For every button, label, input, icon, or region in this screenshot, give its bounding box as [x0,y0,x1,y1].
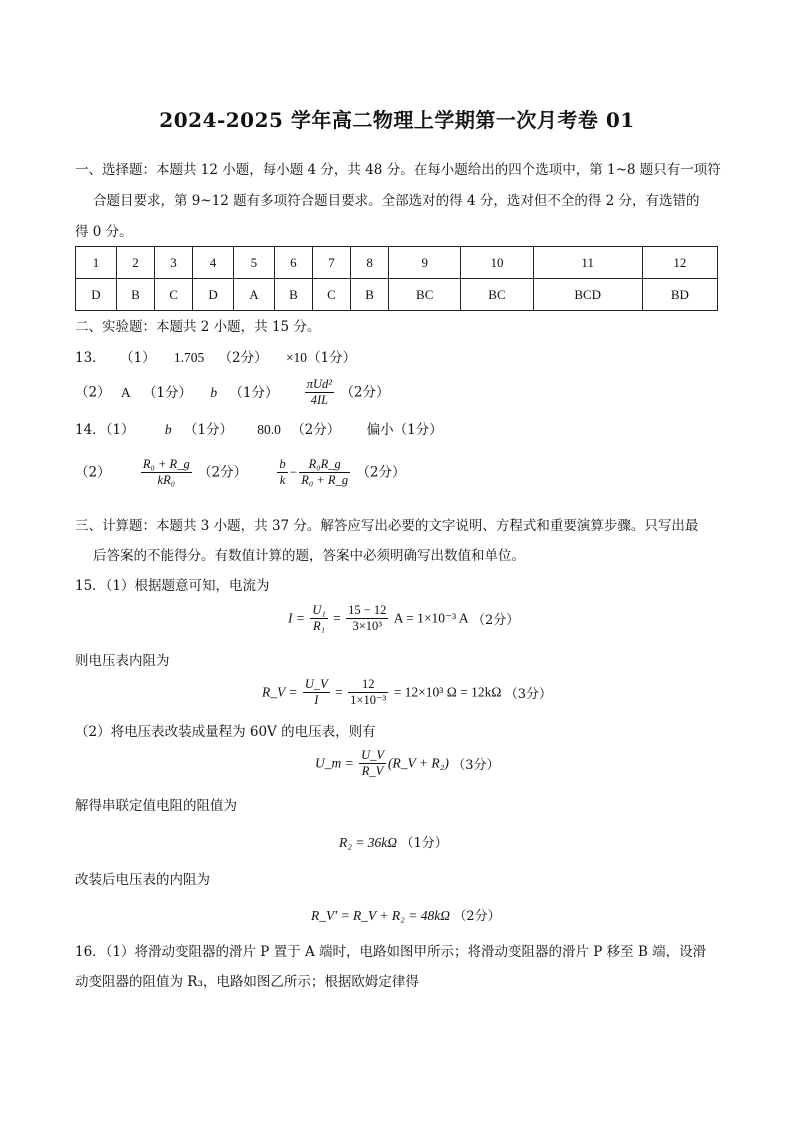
eq-fraction [303,677,330,708]
q16-line1: 16．（1）将滑动变阻器的滑片 P 置于 A 端时，电路如图甲所示；将滑动变阻器的滑片 P 移至 B 端，设滑 [75,944,707,960]
eq-expression: R₂ = 36kΩ [339,835,398,850]
eq-fraction [346,603,388,634]
q13-p2-fraction [305,377,334,408]
section3-line1: 三、计算题：本题共 3 小题，共 37 分。解答应写出必要的文字说明、方程式和重要演算步骤。只写出最 [75,518,699,534]
eq-score: （3分） [504,687,553,702]
q13-p2-score-c: （2分） [340,384,390,401]
fraction-denominator: R₁ [313,619,326,633]
q14-p1-answer-b: 80.0 [257,422,281,437]
section3-line2: 后答案的不能得分。有数值计算的题，答案中必须明确写出数值和单位。 [93,548,525,564]
q14-number: 14． [75,422,106,438]
q14-p2-fraction-lead [277,457,287,488]
table-cell: D [193,279,234,311]
table-cell: C [154,279,192,311]
fraction-denominator: 1×10⁻³ [350,693,387,707]
fraction-numerator: R₀ + R_g [142,457,190,471]
table-cell: B [351,279,389,311]
table-cell: 2 [116,247,154,279]
fraction-numerator: U₁ [312,603,326,617]
q13-p2-label: （2） [75,384,111,401]
eq-rhs: A = 1×10⁻³ A [393,610,469,626]
q13-p1-score-a: （2分） [218,350,268,366]
fraction-numerator: U_V [304,677,328,691]
table-cell: 9 [389,247,461,279]
q13-p1-answer-a: 1.705 [173,350,205,365]
eq-expression: R_V′ = R_V + R₂ = 48kΩ [311,908,450,923]
q14-p2-score-a: （2分） [198,464,248,481]
q15-equation-4 [339,832,448,851]
eq-equals: = [333,610,341,626]
fraction-numerator: 12 [348,677,388,693]
table-cell: BD [642,279,717,311]
q14-p2-label: （2） [75,464,111,481]
q15-text-5: 改装后电压表的内阻为 [75,872,210,888]
q14-p2-fraction-b [299,457,350,488]
table-cell: BC [461,279,533,311]
table-cell: D [76,279,117,311]
page-title: 2024-2025 学年高二物理上学期第一次月考卷 01 [159,108,635,132]
table-cell: 12 [642,247,717,279]
q16-line2: 动变阻器的阻值为 R₃，电路如图乙所示；根据欧姆定律得 [75,974,419,990]
q13-part1 [75,349,356,367]
fraction-numerator: b [279,457,286,471]
minus-sign: − [289,464,298,480]
answer-table [75,246,718,311]
q13-part2 [75,377,389,408]
eq-score: （1分） [400,836,448,851]
q13-p2-answer-a: A [120,384,131,400]
q15-intro: 15．（1）根据题意可知，电流为 [75,578,270,594]
eq-score: （3分） [452,758,500,773]
table-cell: 1 [76,247,117,279]
q13-p1-answer-b: ×10 [285,350,308,365]
q13-p2-score-a: （1分） [142,384,193,401]
table-cell: BCD [533,279,642,311]
fraction-numerator: 15 − 12 [348,603,387,617]
q15-equation-1 [288,603,519,634]
q15-text-4: 解得串联定值电阻的阻值为 [75,798,237,814]
q14-p1-score-b: （2分） [291,422,341,438]
eq-fraction [348,677,388,708]
table-cell: BC [389,279,461,311]
table-cell: 11 [533,247,642,279]
section2-heading: 二、实验题：本题共 2 小题，共 15 分。 [75,319,321,335]
fraction-denominator: R_V [361,764,384,778]
table-cell: 3 [154,247,192,279]
eq-fraction [359,748,386,779]
answer-table-answer-row [76,279,718,311]
table-cell: C [312,279,350,311]
table-cell: A [233,279,274,311]
q13-p1-label: （1） [119,350,156,366]
section1-line3: 得 0 分。 [75,224,133,240]
eq-lhs: U_m = [315,755,354,771]
eq-lhs: R_V = [262,684,298,700]
q14-p2-fraction-a [141,457,192,488]
section1-line1: 一、选择题：本题共 12 小题，每小题 4 分，共 48 分。在每小题给出的四个选项中，第 1~8 题只有一项符 [75,162,721,178]
eq-equals: = [335,684,343,700]
eq-rhs: (R_V + R₂) [388,755,449,771]
q14-part1 [75,421,443,439]
table-cell: B [116,279,154,311]
q14-p1-score-c: （1分） [393,422,443,438]
eq-lhs: I = [288,610,305,626]
q13-number: 13． [75,350,106,366]
fraction-numerator: R₀R_g [299,457,350,473]
q13-p1-score-b: （1分） [307,350,357,366]
q15-text-2: 则电压表内阻为 [75,653,170,669]
eq-rhs: = 12×10³ Ω = 12kΩ [393,684,502,700]
q15-equation-2 [262,677,552,708]
fraction-denominator: 3×10³ [352,619,383,633]
q14-p1-answer-c: 偏小 [366,422,394,438]
q14-p1-label: （1） [105,422,135,438]
answer-table-header-row [76,247,718,279]
fraction-denominator: k [279,473,286,487]
table-cell: 6 [274,247,312,279]
eq-fraction [310,603,327,634]
q15-equation-5 [311,905,501,924]
q13-p2-answer-b: b [210,384,218,400]
table-cell: 7 [312,247,350,279]
eq-score: （2分） [453,909,501,924]
fraction-denominator: 4IL [310,393,329,407]
q14-p2-score-b: （2分） [356,464,406,481]
section1-line2: 合题目要求，第 9~12 题有多项符合题目要求。全部选对的得 4 分，选对但不全的得 2 分，有选错的 [93,193,700,209]
table-cell: 8 [351,247,389,279]
table-cell: B [274,279,312,311]
fraction-denominator: I [314,693,319,707]
q13-p2-score-b: （1分） [229,384,279,401]
table-cell: 5 [233,247,274,279]
fraction-numerator: πUd² [306,377,333,391]
fraction-denominator: R₀ + R_g [301,473,349,487]
q14-p1-answer-a: b [164,422,172,437]
q15-text-3: （2）将电压表改装成量程为 60V 的电压表，则有 [75,724,376,740]
q15-equation-3 [315,748,499,779]
q14-p1-score-a: （1分） [183,422,233,438]
q14-part2 [75,457,405,488]
fraction-numerator: U_V [361,748,385,762]
eq-score: （2分） [471,613,520,628]
fraction-denominator: kR₀ [157,473,176,487]
table-cell: 10 [461,247,533,279]
table-cell: 4 [193,247,234,279]
